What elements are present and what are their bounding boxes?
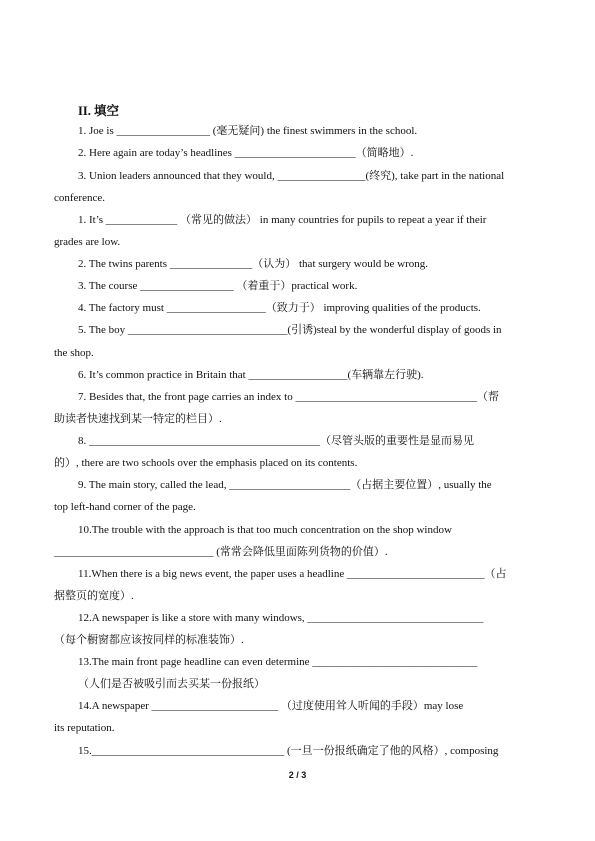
- exercise-line: 15.___________________________________ (一旦一份报纸确定了他的风格）, composing: [78, 745, 499, 757]
- exercise-line-continued: 的）, there are two schools over the emphasis placed on its contents.: [54, 457, 358, 469]
- exercise-line: 2. The twins parents _______________（认为） that surgery would be wrong.: [78, 258, 429, 270]
- exercise-line: 8. __________________________________________（尽管头版的重要性是显而易见: [78, 435, 474, 447]
- exercise-line: 10.The trouble with the approach is that too much concentration on the shop window: [78, 524, 452, 536]
- exercise-line: 13.The main front page headline can even determine ______________________________: [78, 656, 478, 668]
- exercise-line: 1. Joe is _________________ (毫无疑问) the finest swimmers in the school.: [78, 125, 418, 137]
- page-number: 2 / 3: [288, 770, 307, 780]
- exercise-line: 4. The factory must __________________（致力于） improving qualities of the products.: [78, 302, 481, 314]
- exercise-line: 11.When there is a big news event, the paper uses a headline _________________________（占: [78, 568, 507, 580]
- exercise-line: 3. Union leaders announced that they would, ________________(终究), take part in the national: [78, 170, 505, 182]
- exercise-line-continued: grades are low.: [54, 236, 121, 248]
- exercise-line-continued: top left-hand corner of the page.: [54, 501, 196, 513]
- exercise-line: 12.A newspaper is like a store with many windows, ________________________________: [78, 612, 484, 624]
- exercise-line-continued: its reputation.: [54, 722, 115, 734]
- exercise-line: 14.A newspaper _______________________ （过度使用耸人听闻的手段）may lose: [78, 700, 464, 712]
- exercise-line-continued: _____________________________ (常常会降低里面陈列货物的价值）.: [54, 546, 388, 558]
- exercise-line-continued: （每个橱窗都应该按同样的标准装饰）.: [54, 634, 244, 646]
- exercise-line: 2. Here again are today’s headlines ______________________（简略地）.: [78, 147, 414, 159]
- exercise-line: 9. The main story, called the lead, ______________________（占据主要位置）, usually the: [78, 479, 492, 491]
- exercise-line-continued: conference.: [54, 192, 105, 204]
- exercise-line: 5. The boy _____________________________(引诱)steal by the wonderful display of goods in: [78, 324, 502, 336]
- exercise-line: 7. Besides that, the front page carries an index to _________________________________（帮: [78, 391, 499, 403]
- exercise-line: 1. It’s _____________ （常见的做法） in many countries for pupils to repeat a year if their: [78, 214, 487, 226]
- exercise-line: 3. The course _________________ （着重于）practical work.: [78, 280, 358, 292]
- exercise-line-continued: 助读者快速找到某一特定的栏目）.: [54, 413, 222, 425]
- exercise-line-continued: 据整页的宽度）.: [54, 590, 134, 602]
- section-title: II. 填空: [78, 104, 119, 118]
- exercise-line-continued: （人们是否被吸引而去买某一份报纸）: [78, 678, 265, 690]
- exercise-line: 6. It’s common practice in Britain that __________________(车辆靠左行驶).: [78, 369, 424, 381]
- exercise-line-continued: the shop.: [54, 347, 94, 359]
